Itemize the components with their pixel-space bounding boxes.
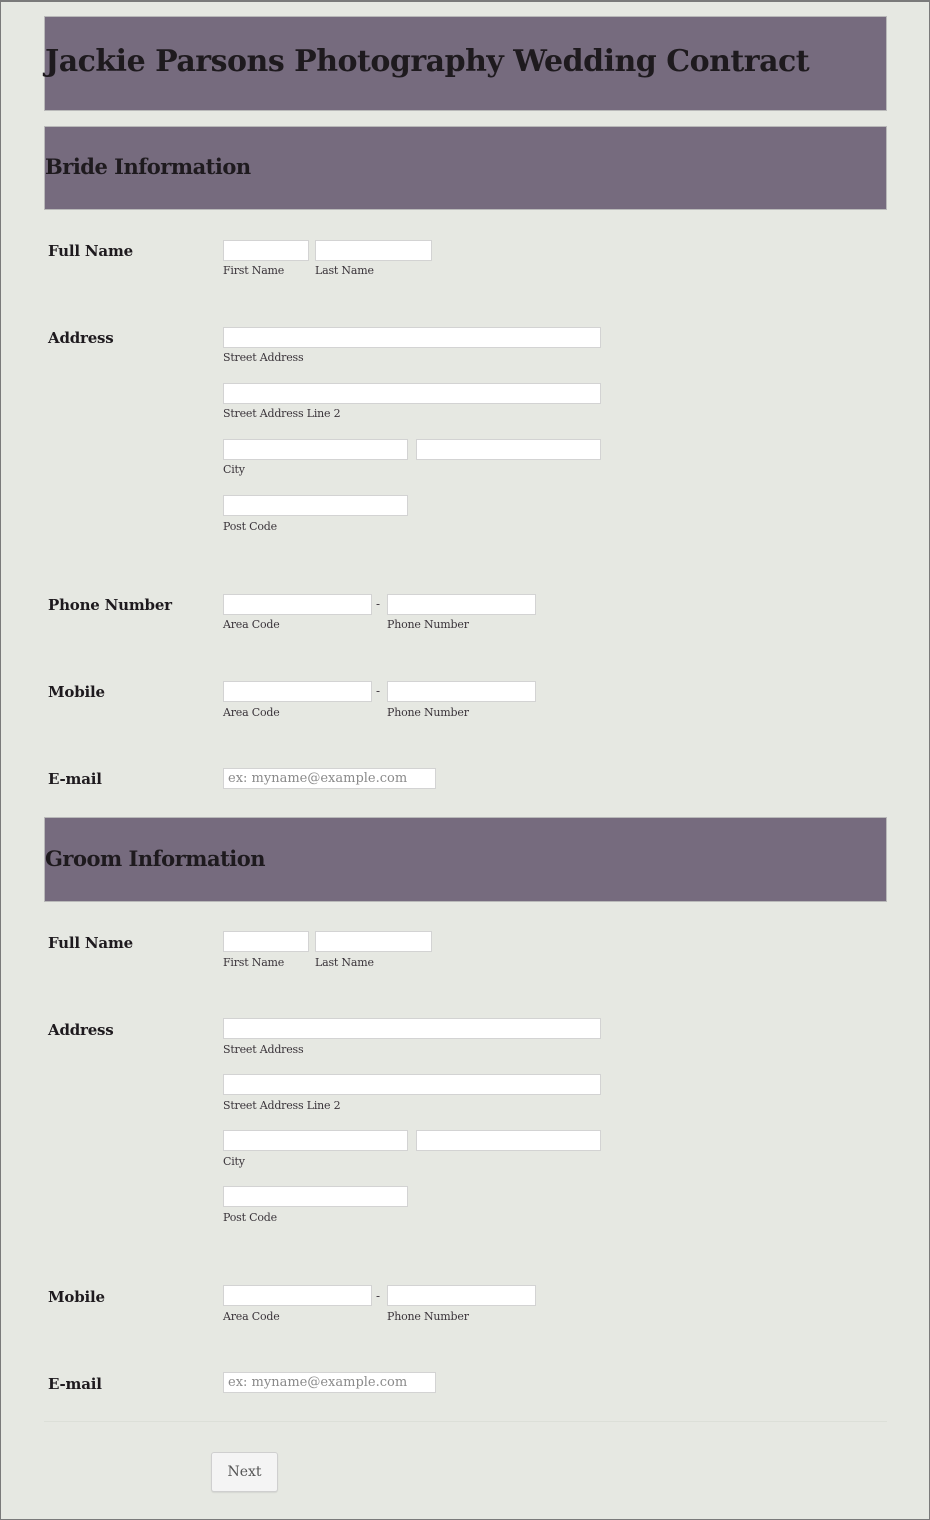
next-button[interactable]: Next	[211, 1452, 278, 1492]
groom-section-title: Groom Information	[45, 846, 266, 871]
bride-address-label: Address	[48, 329, 114, 347]
groom-last-name-sublabel: Last Name	[315, 956, 374, 969]
bride-phone-area-code-input[interactable]	[223, 594, 372, 615]
bride-phone-number-sublabel: Phone Number	[387, 618, 469, 631]
groom-mobile-separator: -	[376, 1289, 381, 1303]
bride-last-name-sublabel: Last Name	[315, 264, 374, 277]
groom-street-address-sublabel: Street Address	[223, 1043, 304, 1056]
groom-post-code-input[interactable]	[223, 1186, 408, 1207]
bride-state-input[interactable]	[416, 439, 601, 460]
bride-phone-number-input[interactable]	[387, 594, 536, 615]
groom-first-name-sublabel: First Name	[223, 956, 285, 969]
bride-mobile-number-sublabel: Phone Number	[387, 706, 469, 719]
groom-mobile-area-code-sublabel: Area Code	[223, 1310, 280, 1323]
bride-street-address-2-sublabel: Street Address Line 2	[223, 407, 341, 420]
groom-first-name-input[interactable]	[223, 931, 309, 952]
bride-mobile-area-code-sublabel: Area Code	[223, 706, 280, 719]
bride-full-name-label: Full Name	[48, 242, 133, 260]
bride-post-code-sublabel: Post Code	[223, 520, 277, 533]
bride-mobile-separator: -	[376, 684, 381, 698]
groom-city-sublabel: City	[223, 1155, 245, 1168]
groom-street-address-2-input[interactable]	[223, 1074, 601, 1095]
bride-first-name-input[interactable]	[223, 240, 309, 261]
bride-section-title: Bride Information	[45, 154, 251, 179]
groom-mobile-label: Mobile	[48, 1288, 105, 1306]
bride-section-header	[44, 126, 887, 210]
form-title: Jackie Parsons Photography Wedding Contract	[45, 44, 810, 79]
groom-street-address-2-sublabel: Street Address Line 2	[223, 1099, 341, 1112]
groom-post-code-sublabel: Post Code	[223, 1211, 277, 1224]
bride-city-sublabel: City	[223, 463, 245, 476]
bride-mobile-label: Mobile	[48, 683, 105, 701]
groom-email-input[interactable]	[223, 1372, 436, 1393]
groom-email-label: E-mail	[48, 1375, 102, 1393]
bride-post-code-input[interactable]	[223, 495, 408, 516]
groom-full-name-label: Full Name	[48, 934, 133, 952]
bride-last-name-input[interactable]	[315, 240, 432, 261]
bride-street-address-2-input[interactable]	[223, 383, 601, 404]
form-divider	[44, 1421, 887, 1422]
bride-mobile-area-code-input[interactable]	[223, 681, 372, 702]
groom-mobile-area-code-input[interactable]	[223, 1285, 372, 1306]
bride-street-address-input[interactable]	[223, 327, 601, 348]
bride-phone-label: Phone Number	[48, 596, 172, 614]
groom-mobile-number-sublabel: Phone Number	[387, 1310, 469, 1323]
groom-section-header	[44, 817, 887, 902]
form-title-header	[44, 16, 887, 111]
bride-mobile-number-input[interactable]	[387, 681, 536, 702]
groom-city-input[interactable]	[223, 1130, 408, 1151]
bride-email-label: E-mail	[48, 770, 102, 788]
groom-mobile-number-input[interactable]	[387, 1285, 536, 1306]
bride-phone-area-code-sublabel: Area Code	[223, 618, 280, 631]
groom-street-address-input[interactable]	[223, 1018, 601, 1039]
bride-phone-separator: -	[376, 597, 381, 611]
bride-city-input[interactable]	[223, 439, 408, 460]
groom-address-label: Address	[48, 1021, 114, 1039]
groom-last-name-input[interactable]	[315, 931, 432, 952]
bride-email-input[interactable]	[223, 768, 436, 789]
bride-first-name-sublabel: First Name	[223, 264, 285, 277]
bride-street-address-sublabel: Street Address	[223, 351, 304, 364]
groom-state-input[interactable]	[416, 1130, 601, 1151]
